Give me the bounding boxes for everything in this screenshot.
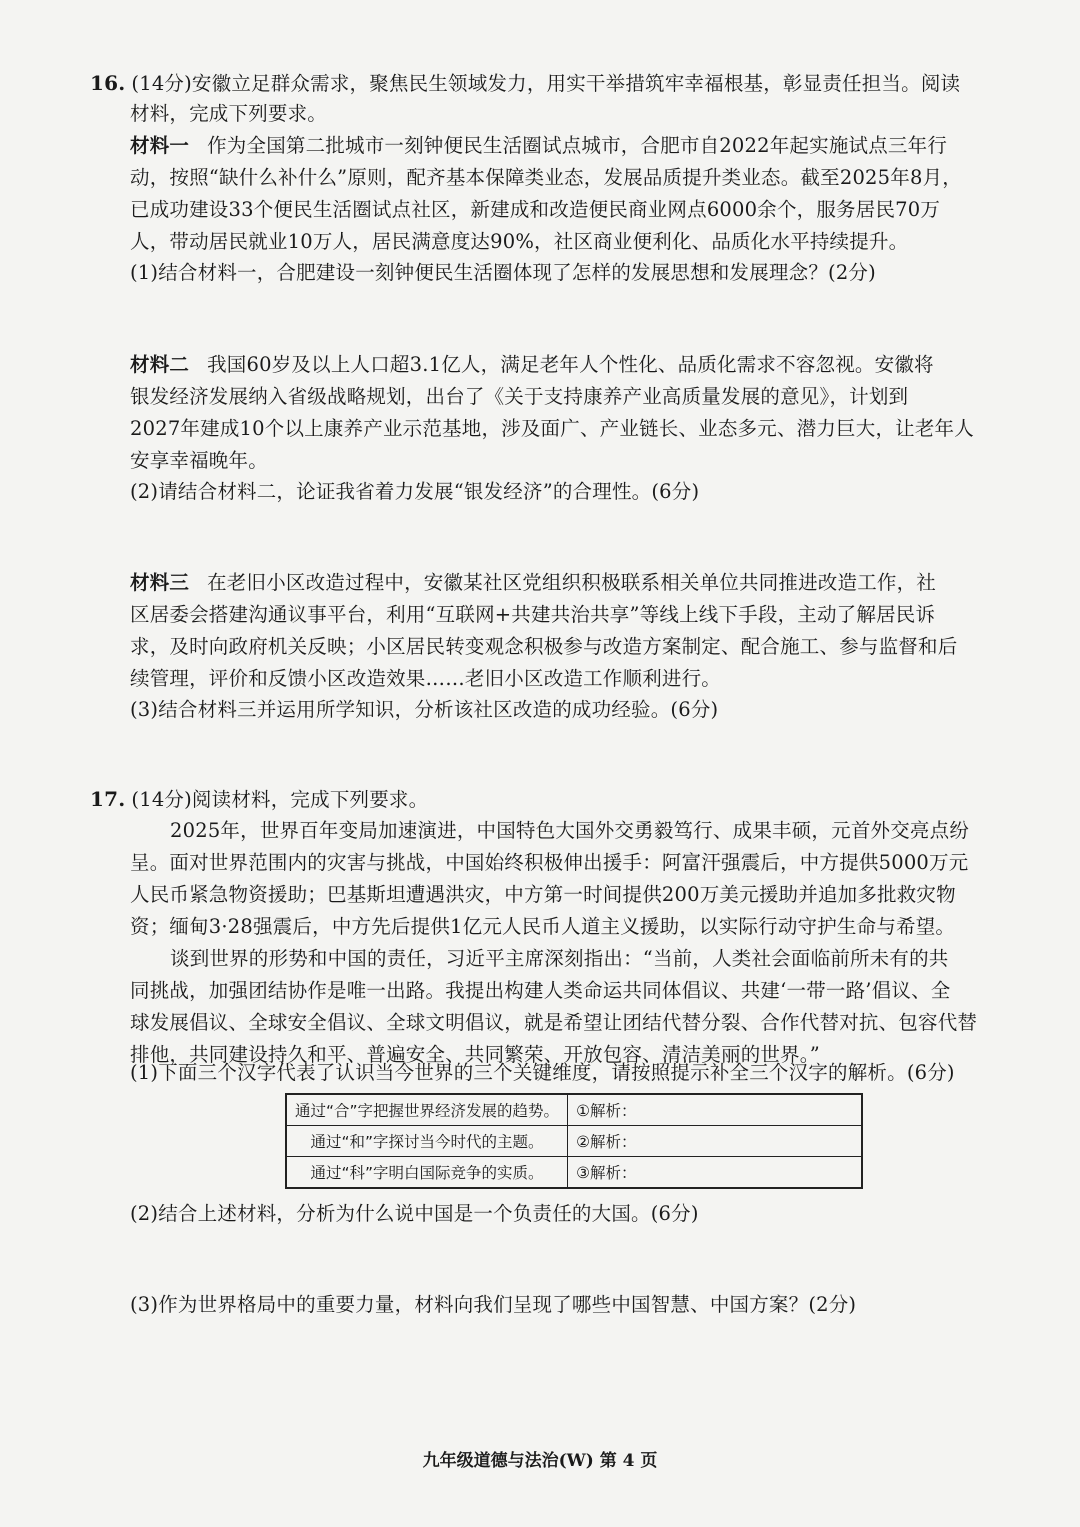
q17-para1-line3: 人民币紧急物资援助；巴基斯坦遭遇洪灾，中方第一时间提供200万美元援助并追加多批救灾物 <box>130 883 956 906</box>
q16-subquestion-2: (2)请结合材料二，论证我省着力发展“银发经济”的合理性。(6分) <box>130 480 700 503</box>
q16-number: 16. <box>90 71 126 95</box>
q16-material2-line4: 安享幸福晚年。 <box>130 449 268 472</box>
table-cell-prompt: 通过“科”字明白国际竞争的实质。 <box>286 1157 568 1189</box>
q17-subquestion-3: (3)作为世界格局中的重要力量，材料向我们呈现了哪些中国智慧、中国方案？(2分) <box>130 1293 857 1316</box>
q16-intro-line1 <box>90 68 1005 99</box>
q16-material3-line4: 续管理，评价和反馈小区改造效果……老旧小区改造工作顺利进行。 <box>130 667 722 690</box>
q17-para2-line2: 同挑战，加强团结协作是唯一出路。我提出构建人类命运共同体倡议、共建‘一带一路’倡议、全 <box>130 979 951 1002</box>
q17-subquestion-1: (1)下面三个汉字代表了认识当今世界的三个关键维度，请按照提示补全三个汉字的解析。(6分) <box>130 1061 955 1084</box>
q16-material3-line3: 求，及时向政府机关反映；小区居民转变观念积极参与改造方案制定、配合施工、参与监督和后 <box>130 635 958 658</box>
q17-para2-line1: 谈到世界的形势和中国的责任，习近平主席深刻指出：“当前，人类社会面临前所未有的共 <box>170 947 949 970</box>
q17-para1-line4: 资；缅甸3·28强震后，中方先后提供1亿元人民币人道主义援助，以实际行动守护生命与希望。 <box>130 915 956 938</box>
q16-material3-line1 <box>130 568 1005 598</box>
q17-para1-line2: 呈。面对世界范围内的灾害与挑战，中国始终积极伸出援手：阿富汗强震后，中方提供5000万元 <box>130 851 969 874</box>
material2-text: 我国60岁及以上人口超3.1亿人，满足老年人个性化、品质化需求不容忽视。安徽将 <box>207 353 934 376</box>
q16-material1-line2: 动，按照“缺什么补什么”原则，配齐基本保障类业态，发展品质提升类业态。截至2025年8月， <box>130 166 962 189</box>
table-row <box>286 1157 862 1189</box>
q16-material1-line3: 已成功建设33个便民生活圈试点社区，新建成和改造便民商业网点6000余个，服务居民70万 <box>130 198 941 221</box>
q17-para2-line3: 球发展倡议、全球安全倡议、全球文明倡议，就是希望让团结代替分裂、合作代替对抗、包容代替 <box>130 1011 978 1034</box>
q16-subquestion-3: (3)结合材料三并运用所学知识，分析该社区改造的成功经验。(6分) <box>130 698 719 721</box>
q17-intro-text: (14分)阅读材料，完成下列要求。 <box>131 788 429 811</box>
material2-label: 材料二 <box>130 353 190 376</box>
q16-subquestion-1: (1)结合材料一，合肥建设一刻钟便民生活圈体现了怎样的发展思想和发展理念？(2分) <box>130 261 876 284</box>
table-cell-answer[interactable]: ③解析： <box>568 1157 862 1189</box>
q16-intro-line2: 材料，完成下列要求。 <box>130 102 328 125</box>
q17-subquestion-2: (2)结合上述材料，分析为什么说中国是一个负责任的大国。(6分) <box>130 1202 699 1225</box>
material3-text: 在老旧小区改造过程中，安徽某社区党组织积极联系相关单位共同推进改造工作，社 <box>207 571 937 594</box>
table-cell-answer[interactable]: ②解析： <box>568 1126 862 1157</box>
material1-label: 材料一 <box>130 134 190 157</box>
table-cell-prompt: 通过“合”字把握世界经济发展的趋势。 <box>286 1094 568 1126</box>
page-footer: 九年级道德与法治(W) 第 4 页 <box>422 1451 658 1471</box>
table-cell-prompt: 通过“和”字探讨当今时代的主题。 <box>286 1126 568 1157</box>
q17-number: 17. <box>90 787 126 811</box>
q16-intro-text: (14分)安徽立足群众需求，聚焦民生领域发力，用实干举措筑牢幸福根基，彰显责任担当。阅读 <box>131 72 961 95</box>
analysis-table <box>285 1093 863 1189</box>
q16-material2-line3: 2027年建成10个以上康养产业示范基地，涉及面广、产业链长、业态多元、潜力巨大，让老年人 <box>130 417 974 440</box>
q16-material1-line1 <box>130 131 1005 161</box>
material3-label: 材料三 <box>130 571 190 594</box>
table-cell-answer[interactable]: ①解析： <box>568 1094 862 1126</box>
q16-material3-line2: 区居委会搭建沟通议事平台，利用“互联网+共建共治共享”等线上线下手段，主动了解居民诉 <box>130 603 936 626</box>
table-row <box>286 1094 862 1126</box>
material1-text: 作为全国第二批城市一刻钟便民生活圈试点城市，合肥市自2022年起实施试点三年行 <box>207 134 948 157</box>
q16-material2-line2: 银发经济发展纳入省级战略规划，出台了《关于支持康养产业高质量发展的意见》，计划到 <box>130 385 909 408</box>
q17-para2-line4: 排他，共同建设持久和平、普遍安全、共同繁荣、开放包容、清洁美丽的世界。” <box>130 1043 820 1066</box>
q16-material2-line1 <box>130 350 1005 380</box>
q16-material1-line4: 人，带动居民就业10万人，居民满意度达90%，社区商业便利化、品质化水平持续提升。 <box>130 230 909 253</box>
table-row <box>286 1126 862 1157</box>
q17-intro-line <box>90 784 1005 815</box>
q17-para1-line1: 2025年，世界百年变局加速演进，中国特色大国外交勇毅笃行、成果丰硕，元首外交亮点纷 <box>170 819 970 842</box>
